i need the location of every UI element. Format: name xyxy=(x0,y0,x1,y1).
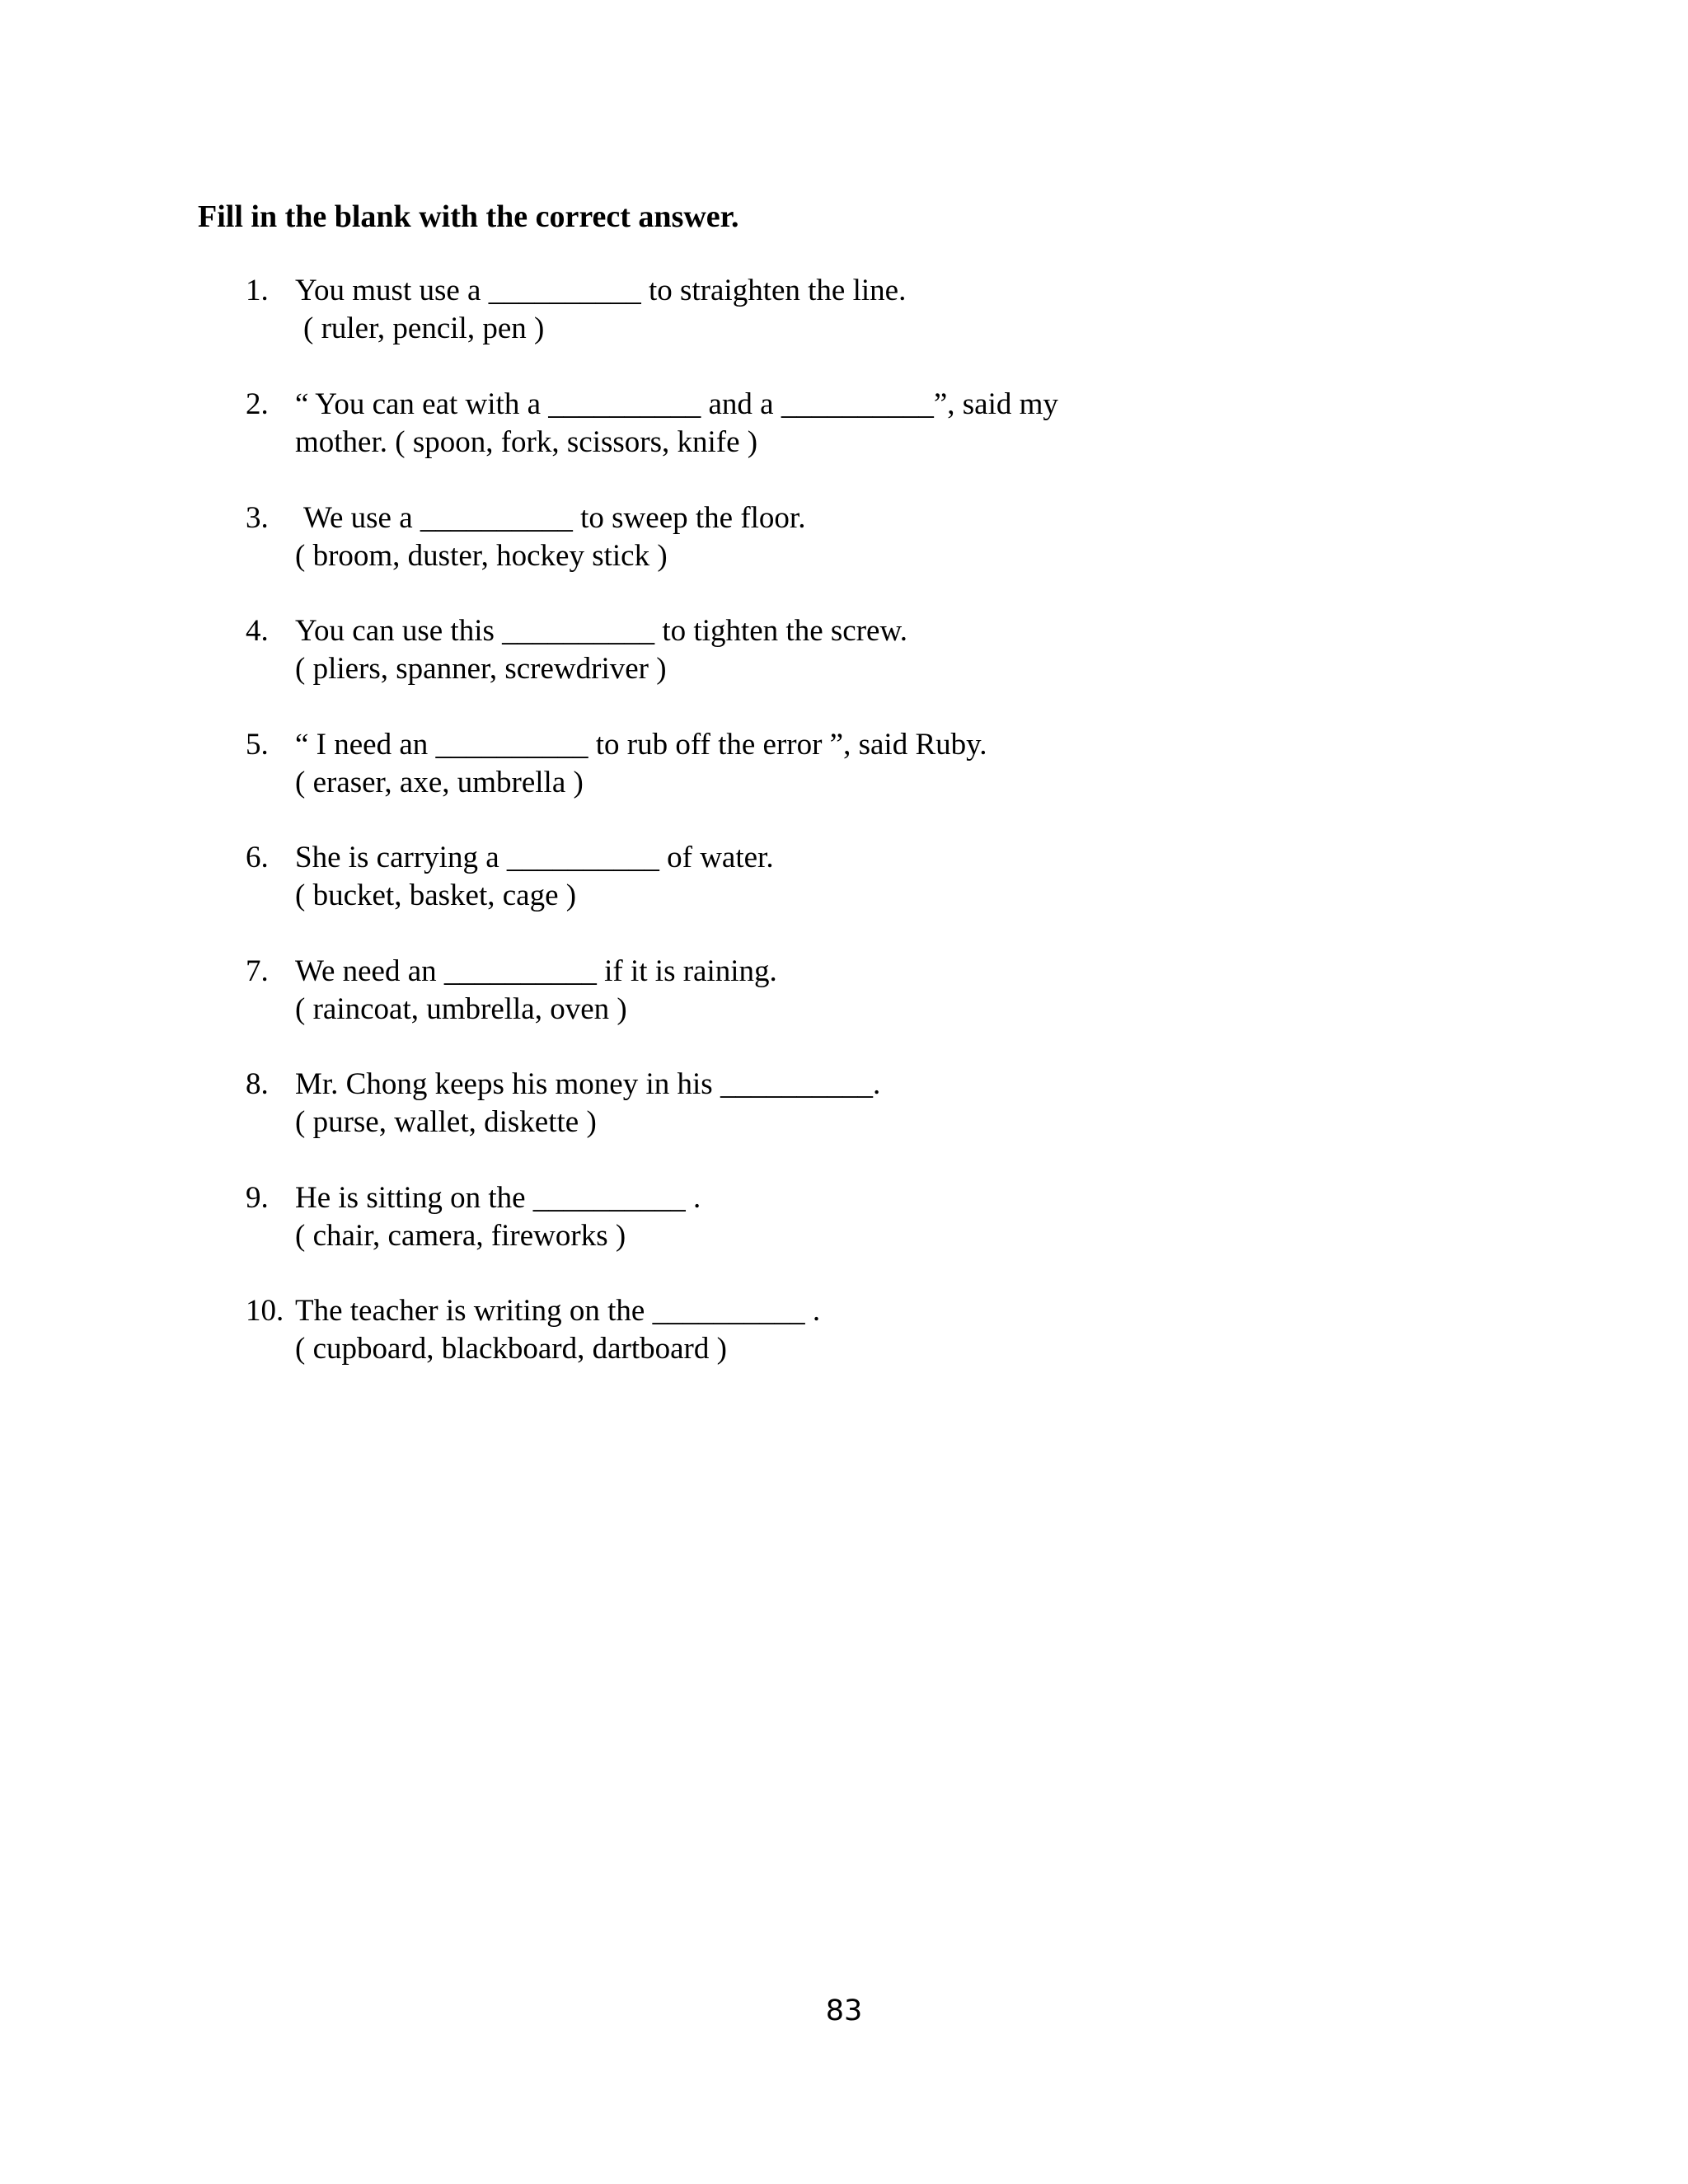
question-6 xyxy=(246,839,1317,915)
question-options: ( purse, wallet, diskette ) xyxy=(295,1105,597,1139)
worksheet-heading: Fill in the blank with the correct answer. xyxy=(198,199,739,234)
question-number: 5. xyxy=(246,728,269,762)
question-options: ( broom, duster, hockey stick ) xyxy=(295,539,668,573)
question-number: 1. xyxy=(246,274,269,307)
question-number: 3. xyxy=(246,501,269,535)
question-options: ( raincoat, umbrella, oven ) xyxy=(295,992,627,1026)
question-number: 2. xyxy=(246,387,269,421)
question-number: 6. xyxy=(246,841,269,874)
question-7 xyxy=(246,953,1317,1029)
question-2 xyxy=(246,386,1317,462)
question-options: ( bucket, basket, cage ) xyxy=(295,879,577,912)
question-4 xyxy=(246,612,1317,688)
question-text: We need an __________ if it is raining. xyxy=(295,954,777,988)
question-1 xyxy=(246,272,1317,348)
question-text: The teacher is writing on the __________ . xyxy=(295,1294,821,1328)
question-options: ( pliers, spanner, screwdriver ) xyxy=(295,652,667,686)
question-9 xyxy=(246,1179,1317,1255)
question-options: ( cupboard, blackboard, dartboard ) xyxy=(295,1332,727,1366)
question-number: 8. xyxy=(246,1067,269,1101)
question-options: ( ruler, pencil, pen ) xyxy=(303,312,545,345)
question-text: You can use this __________ to tighten the screw. xyxy=(295,614,908,648)
question-text: You must use a __________ to straighten the line. xyxy=(295,274,907,307)
question-options: ( chair, camera, fireworks ) xyxy=(295,1219,626,1253)
question-text: She is carrying a __________ of water. xyxy=(295,841,774,874)
question-text: Mr. Chong keeps his money in his __________. xyxy=(295,1067,881,1101)
question-number: 10. xyxy=(246,1294,284,1328)
question-number: 9. xyxy=(246,1181,269,1215)
question-8 xyxy=(246,1066,1317,1141)
question-text: “ You can eat with a __________ and a __________”, said my xyxy=(295,387,1058,421)
question-options: mother. ( spoon, fork, scissors, knife ) xyxy=(295,425,758,459)
question-text: “ I need an __________ to rub off the error ”, said Ruby. xyxy=(295,728,987,762)
question-5 xyxy=(246,726,1317,802)
question-options: ( eraser, axe, umbrella ) xyxy=(295,766,584,799)
question-10 xyxy=(246,1292,1317,1368)
question-number: 7. xyxy=(246,954,269,988)
question-number: 4. xyxy=(246,614,269,648)
question-text: He is sitting on the __________ . xyxy=(295,1181,701,1215)
question-3 xyxy=(246,499,1317,575)
page-number: 83 xyxy=(825,1994,863,2027)
question-text: We use a __________ to sweep the floor. xyxy=(303,501,806,535)
